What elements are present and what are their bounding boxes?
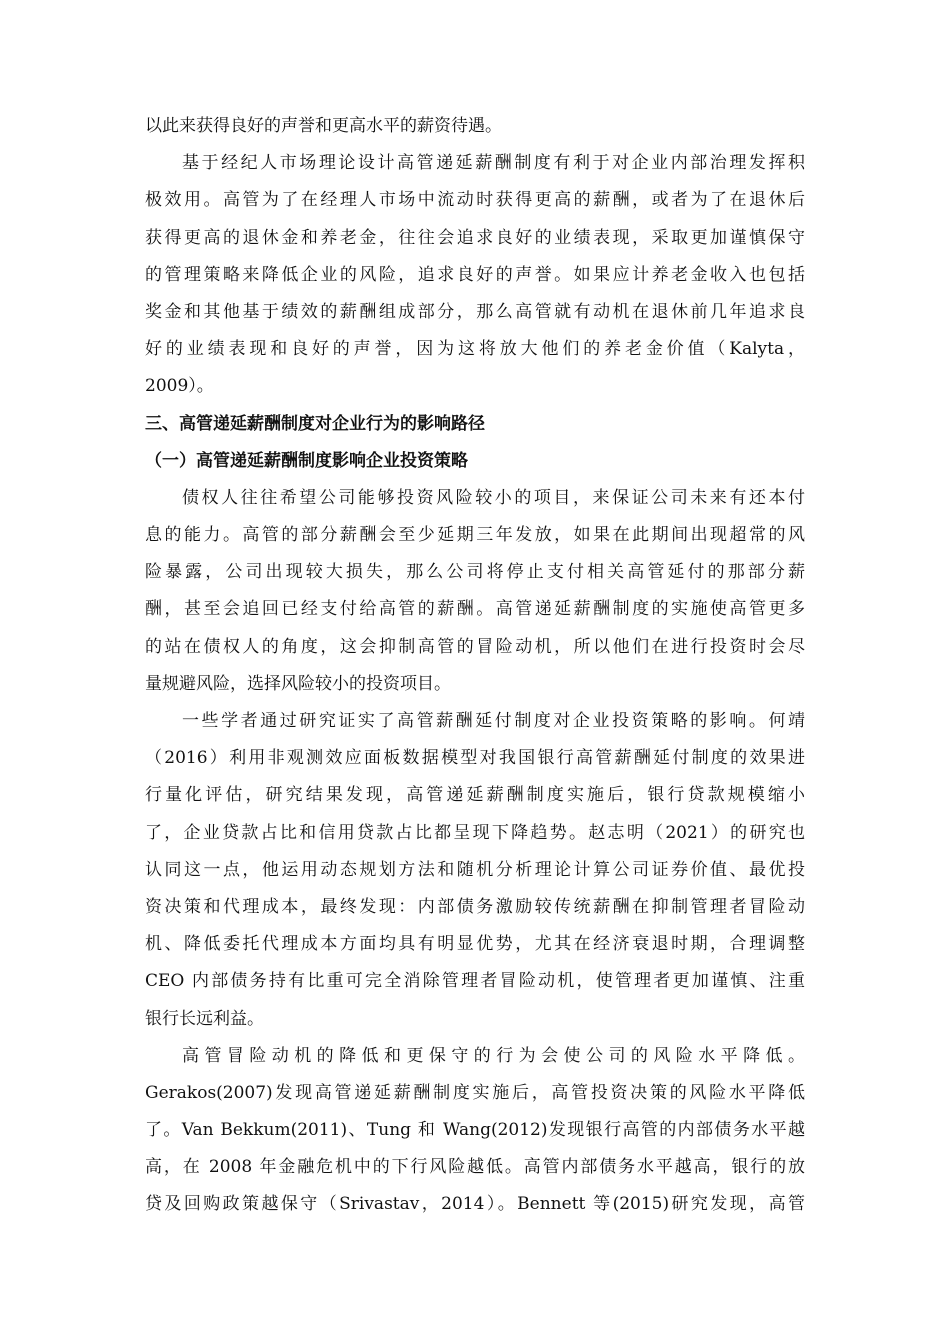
text-line: 高，在 2008 年金融危机中的下行风险越低。高管内部债务水平越高，银行的放 <box>145 1157 805 1178</box>
text-line: 2009）。 <box>145 376 214 397</box>
paragraph-risk-level <box>145 1038 805 1224</box>
text-line: 量规避风险，选择风险较小的投资项目。 <box>145 673 451 694</box>
text-line: 好的业绩表现和良好的声誉，因为这将放大他们的养老金价值（Kalyta， <box>145 339 805 360</box>
text-line: 险暴露，公司出现较大损失，那么公司将停止支付相关高管延付的那部分薪 <box>145 562 805 583</box>
paragraph-intro-end <box>145 108 805 145</box>
text-line: 高管冒险动机的降低和更保守的行为会使公司的风险水平降低。 <box>182 1045 805 1066</box>
text-line: 机、降低委托代理成本方面均具有明显优势，尤其在经济衰退时期，合理调整 <box>145 934 805 955</box>
paragraph-agent-market <box>145 145 805 405</box>
text-line: 的站在债权人的角度，这会抑制高管的冒险动机，所以他们在进行投资时会尽 <box>145 636 805 657</box>
text-line: 奖金和其他基于绩效的薪酬组成部分，那么高管就有动机在退休前几年追求良 <box>145 301 805 322</box>
text-line: （2016）利用非观测效应面板数据模型对我国银行高管薪酬延付制度的效果进 <box>145 748 805 769</box>
text-line: 资决策和代理成本，最终发现：内部债务激励较传统薪酬在抑制管理者冒险动 <box>145 896 805 917</box>
text-line: 基于经纪人市场理论设计高管递延薪酬制度有利于对企业内部治理发挥积 <box>182 153 805 174</box>
text-line: 极效用。高管为了在经理人市场中流动时获得更高的薪酬，或者为了在退休后 <box>145 190 805 211</box>
paragraph-creditors <box>145 480 805 703</box>
text-line: 获得更高的退休金和养老金，往往会追求良好的业绩表现，采取更加谨慎保守 <box>145 227 805 248</box>
text-line: Gerakos(2007)发现高管递延薪酬制度实施后，高管投资决策的风险水平降低 <box>145 1082 805 1103</box>
text-line: 了，企业贷款占比和信用贷款占比都呈现下降趋势。赵志明（2021）的研究也 <box>145 822 805 843</box>
text-line: 银行长远利益。 <box>145 1008 264 1029</box>
text-line: CEO 内部债务持有比重可完全消除管理者冒险动机，使管理者更加谨慎、注重 <box>145 971 805 992</box>
text-line: 一些学者通过研究证实了高管薪酬延付制度对企业投资策略的影响。何靖 <box>182 711 805 731</box>
paragraph-scholars <box>145 703 805 1038</box>
text-line: 债权人往往希望公司能够投资风险较小的项目，来保证公司未来有还本付 <box>182 487 805 508</box>
document-body <box>145 108 805 1224</box>
text-line: 的管理策略来降低企业的风险，追求良好的声誉。如果应计养老金收入也包括 <box>145 264 805 285</box>
text-line: 了。Van Bekkum(2011)、Tung 和 Wang(2012)发现银行高管的内部债务水平越 <box>145 1120 805 1141</box>
text-line: 认同这一点，他运用动态规划方法和随机分析理论计算公司证券价值、最优投 <box>145 859 805 880</box>
text-line: 酬，甚至会追回已经支付给高管的薪酬。高管递延薪酬制度的实施使高管更多 <box>145 599 805 620</box>
text-line: 息的能力。高管的部分薪酬会至少延期三年发放，如果在此期间出现超常的风 <box>145 525 805 546</box>
text-line: 贷及回购政策越保守（Srivastav，2014）。Bennett 等(2015)研究发现，高管 <box>145 1194 805 1215</box>
subsection-heading: （一）高管递延薪酬制度影响企业投资策略 <box>145 450 468 471</box>
text-line: 以此来获得良好的声誉和更高水平的薪资待遇。 <box>145 116 502 136</box>
section-heading: 三、高管递延薪酬制度对企业行为的影响路径 <box>145 413 485 434</box>
text-line: 行量化评估，研究结果发现，高管递延薪酬制度实施后，银行贷款规模缩小 <box>145 785 805 806</box>
